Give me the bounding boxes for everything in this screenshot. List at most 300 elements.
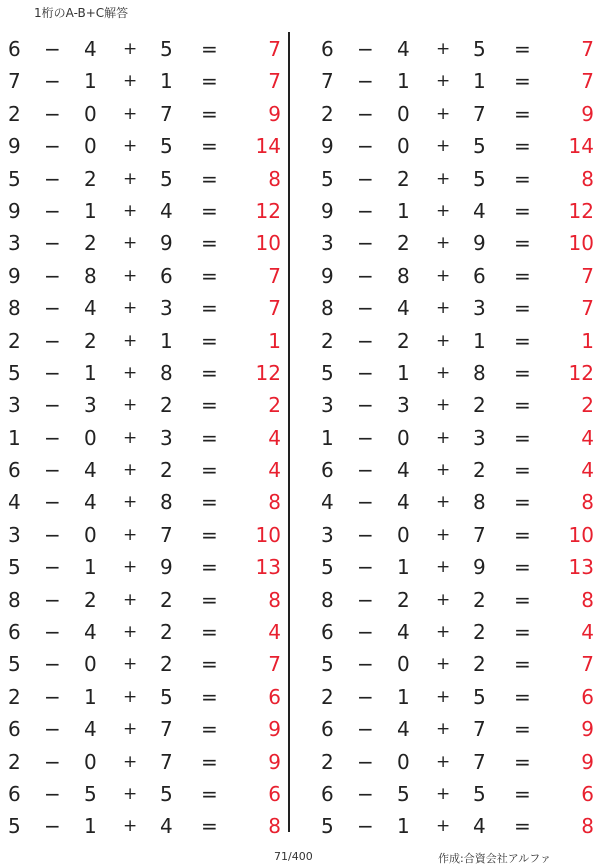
minus-sign: −	[357, 263, 374, 288]
operand-a: 8	[8, 296, 21, 321]
operand-b: 4	[84, 458, 97, 483]
operand-a: 2	[321, 328, 334, 353]
problem-row	[313, 260, 598, 292]
operand-a: 5	[321, 652, 334, 677]
minus-sign: −	[357, 69, 374, 94]
answer: 13	[255, 555, 281, 580]
equals-sign: =	[514, 781, 531, 806]
answer: 4	[268, 425, 281, 450]
operand-c: 5	[160, 134, 173, 159]
problem-row	[0, 357, 285, 389]
operand-c: 1	[473, 69, 486, 94]
plus-sign: +	[123, 136, 138, 157]
operand-a: 5	[8, 555, 21, 580]
plus-sign: +	[123, 330, 138, 351]
operand-c: 4	[473, 198, 486, 223]
minus-sign: −	[44, 101, 61, 126]
answer: 8	[581, 490, 594, 515]
operand-a: 3	[8, 522, 21, 547]
equals-sign: =	[514, 555, 531, 580]
equals-sign: =	[514, 263, 531, 288]
equals-sign: =	[201, 717, 218, 742]
answer: 1	[581, 328, 594, 353]
plus-sign: +	[436, 783, 451, 804]
problem-row	[313, 616, 598, 648]
equals-sign: =	[201, 296, 218, 321]
problem-row	[0, 260, 285, 292]
answer: 12	[255, 198, 281, 223]
plus-sign: +	[436, 816, 451, 837]
minus-sign: −	[357, 781, 374, 806]
operand-c: 5	[473, 134, 486, 159]
operand-b: 1	[84, 360, 97, 385]
operand-a: 6	[321, 781, 334, 806]
operand-a: 6	[321, 620, 334, 645]
answer: 12	[568, 360, 594, 385]
answer: 14	[255, 134, 281, 159]
operand-a: 5	[321, 814, 334, 839]
operand-b: 0	[84, 522, 97, 547]
operand-c: 7	[473, 749, 486, 774]
answer: 10	[255, 522, 281, 547]
operand-b: 0	[84, 101, 97, 126]
plus-sign: +	[436, 751, 451, 772]
plus-sign: +	[123, 395, 138, 416]
minus-sign: −	[357, 296, 374, 321]
equals-sign: =	[514, 522, 531, 547]
minus-sign: −	[44, 166, 61, 191]
operand-c: 7	[473, 717, 486, 742]
minus-sign: −	[357, 458, 374, 483]
operand-b: 4	[397, 620, 410, 645]
plus-sign: +	[436, 719, 451, 740]
plus-sign: +	[123, 686, 138, 707]
equals-sign: =	[201, 652, 218, 677]
plus-sign: +	[436, 233, 451, 254]
equals-sign: =	[514, 717, 531, 742]
answer: 7	[268, 37, 281, 61]
author-credit: 作成:合資会社アルファ	[438, 852, 552, 865]
answer: 7	[581, 37, 594, 61]
operand-b: 1	[84, 198, 97, 223]
equals-sign: =	[201, 555, 218, 580]
equals-sign: =	[201, 360, 218, 385]
page-title: 1桁のA-B+C解答	[34, 6, 129, 20]
operand-a: 5	[321, 555, 334, 580]
operand-a: 3	[8, 231, 21, 256]
page-number: 71/400	[274, 850, 313, 863]
minus-sign: −	[357, 425, 374, 450]
plus-sign: +	[436, 103, 451, 124]
operand-a: 1	[321, 425, 334, 450]
answer: 9	[581, 749, 594, 774]
operand-b: 4	[397, 37, 410, 61]
operand-c: 5	[473, 684, 486, 709]
plus-sign: +	[123, 524, 138, 545]
plus-sign: +	[123, 783, 138, 804]
operand-c: 2	[160, 393, 173, 418]
operand-a: 2	[321, 101, 334, 126]
plus-sign: +	[436, 39, 451, 59]
operand-c: 5	[160, 166, 173, 191]
answer: 13	[568, 555, 594, 580]
problem-row	[0, 486, 285, 518]
operand-a: 4	[8, 490, 21, 515]
plus-sign: +	[123, 492, 138, 513]
plus-sign: +	[436, 298, 451, 319]
plus-sign: +	[123, 816, 138, 837]
plus-sign: +	[123, 427, 138, 448]
problem-row	[313, 810, 598, 842]
operand-b: 1	[397, 198, 410, 223]
operand-c: 9	[160, 555, 173, 580]
operand-a: 2	[8, 749, 21, 774]
operand-a: 2	[321, 684, 334, 709]
operand-a: 4	[321, 490, 334, 515]
problem-row	[313, 584, 598, 616]
operand-b: 2	[84, 231, 97, 256]
answer: 7	[581, 263, 594, 288]
plus-sign: +	[436, 395, 451, 416]
minus-sign: −	[44, 134, 61, 159]
operand-b: 4	[84, 717, 97, 742]
plus-sign: +	[436, 362, 451, 383]
problem-row	[0, 292, 285, 324]
operand-c: 2	[160, 587, 173, 612]
equals-sign: =	[201, 587, 218, 612]
operand-b: 1	[84, 814, 97, 839]
equals-sign: =	[514, 69, 531, 94]
problem-row	[313, 648, 598, 680]
plus-sign: +	[436, 427, 451, 448]
operand-c: 8	[160, 490, 173, 515]
problem-row	[313, 746, 598, 778]
equals-sign: =	[514, 814, 531, 839]
operand-b: 5	[84, 781, 97, 806]
problem-row	[313, 163, 598, 195]
problem-row	[313, 778, 598, 810]
minus-sign: −	[357, 749, 374, 774]
answer: 7	[581, 69, 594, 94]
answer: 9	[581, 101, 594, 126]
minus-sign: −	[44, 814, 61, 839]
plus-sign: +	[123, 719, 138, 740]
answer: 9	[268, 717, 281, 742]
minus-sign: −	[357, 166, 374, 191]
operand-a: 5	[8, 166, 21, 191]
equals-sign: =	[201, 684, 218, 709]
plus-sign: +	[436, 168, 451, 189]
problem-column-left	[0, 33, 285, 843]
problem-row	[313, 454, 598, 486]
equals-sign: =	[201, 425, 218, 450]
equals-sign: =	[514, 425, 531, 450]
answer: 10	[568, 231, 594, 256]
answer: 2	[581, 393, 594, 418]
equals-sign: =	[514, 296, 531, 321]
operand-b: 1	[84, 684, 97, 709]
answer: 4	[268, 620, 281, 645]
problem-row	[0, 422, 285, 454]
minus-sign: −	[44, 328, 61, 353]
operand-a: 7	[321, 69, 334, 94]
answer: 7	[268, 652, 281, 677]
operand-b: 1	[397, 684, 410, 709]
operand-c: 5	[160, 37, 173, 61]
minus-sign: −	[357, 37, 374, 61]
minus-sign: −	[357, 814, 374, 839]
equals-sign: =	[201, 781, 218, 806]
operand-a: 6	[8, 37, 21, 61]
minus-sign: −	[357, 198, 374, 223]
minus-sign: −	[357, 684, 374, 709]
operand-c: 3	[473, 296, 486, 321]
answer: 12	[255, 360, 281, 385]
minus-sign: −	[357, 490, 374, 515]
operand-b: 0	[397, 749, 410, 774]
answer: 8	[581, 166, 594, 191]
plus-sign: +	[123, 200, 138, 221]
operand-b: 0	[397, 101, 410, 126]
minus-sign: −	[44, 263, 61, 288]
problem-row	[313, 551, 598, 583]
operand-c: 4	[473, 814, 486, 839]
minus-sign: −	[44, 717, 61, 742]
answer: 8	[268, 814, 281, 839]
problem-row	[0, 648, 285, 680]
operand-a: 3	[321, 393, 334, 418]
minus-sign: −	[44, 684, 61, 709]
plus-sign: +	[436, 557, 451, 578]
problem-row	[313, 292, 598, 324]
operand-c: 5	[160, 781, 173, 806]
equals-sign: =	[201, 166, 218, 191]
operand-b: 4	[397, 490, 410, 515]
problem-row	[0, 130, 285, 162]
equals-sign: =	[514, 231, 531, 256]
answer: 8	[268, 490, 281, 515]
plus-sign: +	[436, 524, 451, 545]
minus-sign: −	[357, 652, 374, 677]
operand-b: 2	[397, 328, 410, 353]
answer: 8	[581, 587, 594, 612]
operand-a: 3	[8, 393, 21, 418]
minus-sign: −	[357, 620, 374, 645]
operand-b: 0	[84, 134, 97, 159]
answer: 12	[568, 198, 594, 223]
problem-row	[0, 389, 285, 421]
minus-sign: −	[357, 717, 374, 742]
equals-sign: =	[201, 328, 218, 353]
operand-a: 8	[321, 296, 334, 321]
operand-c: 8	[160, 360, 173, 385]
plus-sign: +	[123, 168, 138, 189]
operand-a: 6	[321, 458, 334, 483]
operand-c: 3	[473, 425, 486, 450]
operand-b: 0	[397, 522, 410, 547]
minus-sign: −	[44, 555, 61, 580]
minus-sign: −	[44, 69, 61, 94]
problem-row	[0, 681, 285, 713]
minus-sign: −	[44, 393, 61, 418]
equals-sign: =	[201, 231, 218, 256]
equals-sign: =	[201, 749, 218, 774]
equals-sign: =	[201, 620, 218, 645]
operand-b: 0	[397, 425, 410, 450]
operand-b: 0	[84, 749, 97, 774]
problem-row	[0, 584, 285, 616]
plus-sign: +	[123, 39, 138, 59]
plus-sign: +	[436, 265, 451, 286]
equals-sign: =	[514, 198, 531, 223]
operand-a: 5	[321, 166, 334, 191]
equals-sign: =	[201, 458, 218, 483]
operand-c: 7	[160, 101, 173, 126]
operand-b: 4	[84, 490, 97, 515]
answer: 9	[268, 101, 281, 126]
operand-b: 2	[84, 166, 97, 191]
minus-sign: −	[44, 458, 61, 483]
minus-sign: −	[44, 490, 61, 515]
minus-sign: −	[357, 393, 374, 418]
problem-row	[0, 195, 285, 227]
operand-b: 8	[397, 263, 410, 288]
operand-c: 2	[473, 587, 486, 612]
operand-a: 3	[321, 231, 334, 256]
problem-row	[313, 98, 598, 130]
problem-row	[313, 519, 598, 551]
operand-a: 2	[321, 749, 334, 774]
problem-row	[0, 33, 285, 65]
operand-c: 5	[473, 781, 486, 806]
operand-a: 9	[321, 134, 334, 159]
operand-a: 9	[8, 198, 21, 223]
answer: 8	[268, 587, 281, 612]
operand-b: 8	[84, 263, 97, 288]
operand-c: 2	[473, 393, 486, 418]
minus-sign: −	[44, 587, 61, 612]
operand-b: 2	[84, 328, 97, 353]
answer: 8	[581, 814, 594, 839]
plus-sign: +	[123, 751, 138, 772]
plus-sign: +	[123, 622, 138, 643]
problem-row	[313, 65, 598, 97]
operand-b: 4	[397, 296, 410, 321]
plus-sign: +	[123, 654, 138, 675]
operand-c: 9	[473, 231, 486, 256]
operand-a: 6	[8, 781, 21, 806]
problem-row	[0, 519, 285, 551]
operand-c: 7	[473, 101, 486, 126]
operand-b: 5	[397, 781, 410, 806]
operand-c: 9	[160, 231, 173, 256]
plus-sign: +	[436, 622, 451, 643]
operand-b: 0	[397, 652, 410, 677]
plus-sign: +	[123, 589, 138, 610]
equals-sign: =	[514, 684, 531, 709]
minus-sign: −	[357, 360, 374, 385]
answer: 10	[255, 231, 281, 256]
column-divider	[288, 32, 290, 832]
plus-sign: +	[123, 298, 138, 319]
equals-sign: =	[201, 198, 218, 223]
equals-sign: =	[201, 134, 218, 159]
operand-c: 4	[160, 198, 173, 223]
problem-row	[0, 746, 285, 778]
problem-row	[313, 486, 598, 518]
operand-c: 8	[473, 360, 486, 385]
operand-c: 1	[160, 328, 173, 353]
operand-b: 4	[397, 717, 410, 742]
operand-a: 9	[8, 263, 21, 288]
plus-sign: +	[436, 686, 451, 707]
answer: 7	[581, 652, 594, 677]
minus-sign: −	[357, 328, 374, 353]
minus-sign: −	[357, 587, 374, 612]
plus-sign: +	[436, 136, 451, 157]
plus-sign: +	[436, 492, 451, 513]
problem-column-right	[313, 33, 598, 843]
operand-a: 6	[8, 458, 21, 483]
operand-b: 4	[84, 296, 97, 321]
operand-b: 4	[397, 458, 410, 483]
equals-sign: =	[514, 652, 531, 677]
operand-c: 7	[160, 522, 173, 547]
operand-c: 1	[160, 69, 173, 94]
operand-c: 5	[160, 684, 173, 709]
operand-a: 9	[321, 263, 334, 288]
operand-a: 9	[8, 134, 21, 159]
problem-row	[313, 325, 598, 357]
answer: 6	[268, 684, 281, 709]
plus-sign: +	[123, 233, 138, 254]
operand-c: 7	[160, 717, 173, 742]
problem-row	[0, 163, 285, 195]
answer: 6	[581, 684, 594, 709]
equals-sign: =	[201, 263, 218, 288]
minus-sign: −	[357, 555, 374, 580]
problem-row	[0, 713, 285, 745]
minus-sign: −	[44, 781, 61, 806]
problem-row	[0, 227, 285, 259]
plus-sign: +	[123, 557, 138, 578]
plus-sign: +	[123, 265, 138, 286]
operand-c: 1	[473, 328, 486, 353]
operand-c: 2	[160, 458, 173, 483]
problem-row	[0, 325, 285, 357]
operand-a: 2	[8, 328, 21, 353]
operand-c: 2	[473, 652, 486, 677]
operand-a: 6	[321, 717, 334, 742]
problem-row	[313, 681, 598, 713]
operand-a: 6	[8, 717, 21, 742]
operand-b: 0	[84, 425, 97, 450]
minus-sign: −	[44, 620, 61, 645]
minus-sign: −	[44, 296, 61, 321]
equals-sign: =	[201, 814, 218, 839]
equals-sign: =	[201, 37, 218, 61]
equals-sign: =	[201, 522, 218, 547]
operand-b: 1	[84, 555, 97, 580]
equals-sign: =	[201, 101, 218, 126]
operand-c: 6	[473, 263, 486, 288]
operand-b: 0	[397, 134, 410, 159]
problem-row	[313, 357, 598, 389]
operand-a: 1	[8, 425, 21, 450]
operand-b: 3	[84, 393, 97, 418]
answer: 10	[568, 522, 594, 547]
operand-b: 2	[397, 231, 410, 256]
